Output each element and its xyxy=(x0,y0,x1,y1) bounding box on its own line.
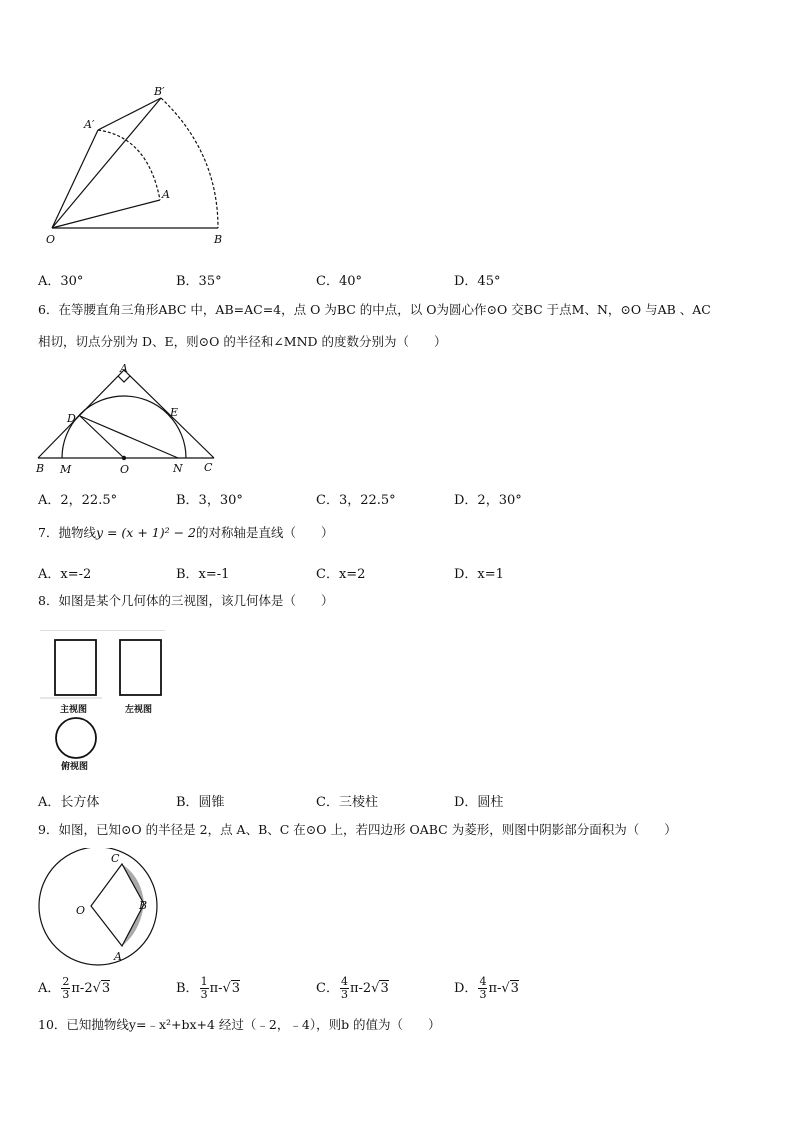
q8-caption-top: 俯视图 xyxy=(61,762,89,772)
q9-option-b[interactable]: B． $\frac{1}{3}$ π-√3 xyxy=(176,975,241,1002)
q8-figure xyxy=(40,630,180,780)
q8-stem: 8．如图是某个几何体的三视图，该几何体是（ ） xyxy=(38,593,334,608)
q6-label-o: O xyxy=(120,463,130,476)
q6-figure xyxy=(34,360,224,478)
q9-figure xyxy=(34,848,164,966)
q6-label-c: C xyxy=(204,461,213,474)
q8-caption-left: 左视图 xyxy=(125,705,153,715)
q7-stem xyxy=(38,523,334,543)
q7-formula: y = (x + 1)² − 2 xyxy=(95,525,196,540)
q6-label-e: E xyxy=(170,406,179,419)
q6-option-d[interactable]: D．2，30° xyxy=(454,493,522,508)
q7-option-a[interactable]: A．x=-2 xyxy=(38,567,92,582)
q6-stem-line2: 相切，切点分别为 D、E，则⊙O 的半径和∠MND 的度数分别为（ ） xyxy=(38,334,447,349)
q9-option-a[interactable]: A． $\frac{2}{3}$ π-2√3 xyxy=(38,975,111,1002)
q5-label-a-prime: A′ xyxy=(84,118,95,131)
q5-figure xyxy=(40,82,240,252)
q5-option-c[interactable]: C．40° xyxy=(316,274,362,289)
q8-option-b[interactable]: B．圆锥 xyxy=(176,795,225,810)
q9-label-b: B xyxy=(139,899,148,912)
q8-left-view xyxy=(120,640,161,695)
q9-option-c[interactable]: C． $\frac{4}{3}$ π-2√3 xyxy=(316,975,389,1002)
q5-option-b[interactable]: B．35° xyxy=(176,274,222,289)
q6-stem-line1: 6．在等腰直角三角形ABC 中，AB=AC=4，点 O 为BC 的中点，以 O为圆心作⊙O 交BC 于点M、N，⊙O 与AB 、AC xyxy=(38,302,711,317)
q10-stem: 10．已知抛物线y=﹣x²+bx+4 经过（﹣2，﹣4），则b 的值为（ ） xyxy=(38,1017,441,1032)
q5-option-d[interactable]: D．45° xyxy=(454,274,501,289)
q6-option-b[interactable]: B．3，30° xyxy=(176,493,243,508)
q7-suffix: 的对称轴是直线（ ） xyxy=(196,525,334,540)
q7-option-c[interactable]: C．x=2 xyxy=(316,567,366,582)
q6-label-m: M xyxy=(60,463,72,476)
q7-option-b[interactable]: B．x=-1 xyxy=(176,567,230,582)
q6-option-c[interactable]: C．3，22.5° xyxy=(316,493,396,508)
q8-option-d[interactable]: D．圆柱 xyxy=(454,795,504,810)
q6-option-a[interactable]: A．2，22.5° xyxy=(38,493,118,508)
q9-label-a: A xyxy=(114,950,122,963)
q6-label-b: B xyxy=(36,462,45,475)
q8-front-view xyxy=(55,640,96,695)
q7-prefix: 7．抛物线 xyxy=(38,525,96,540)
q7-option-d[interactable]: D．x=1 xyxy=(454,567,504,582)
q5-option-a[interactable]: A．30° xyxy=(38,274,84,289)
q8-top-view xyxy=(56,718,96,758)
q8-option-a[interactable]: A．长方体 xyxy=(38,795,100,810)
q5-label-b-prime: B′ xyxy=(154,85,165,98)
q8-option-c[interactable]: C．三棱柱 xyxy=(316,795,378,810)
q5-label-b: B xyxy=(214,233,223,246)
q9-label-o: O xyxy=(76,904,86,917)
q9-option-d[interactable]: D． $\frac{4}{3}$ π-√3 xyxy=(454,975,519,1002)
q5-label-a: A xyxy=(162,188,170,201)
q6-label-a: A xyxy=(120,362,128,375)
q6-label-n: N xyxy=(173,462,183,475)
q9-stem: 9．如图，已知⊙O 的半径是 2，点 A、B、C 在⊙O 上，若四边形 OABC 为菱形，则图中阴影部分面积为（ ） xyxy=(38,822,677,837)
q5-label-o: O xyxy=(46,233,56,246)
q8-caption-front: 主视图 xyxy=(60,705,88,715)
q9-label-c: C xyxy=(111,852,120,865)
q6-label-d: D xyxy=(67,412,76,425)
